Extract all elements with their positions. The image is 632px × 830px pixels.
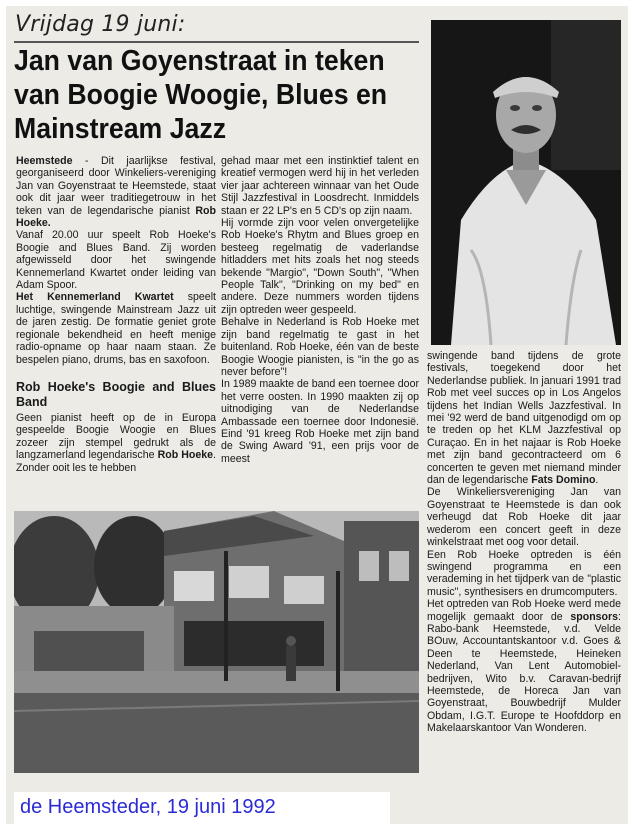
col3-paragraph-2: De Winkeliersvereniging Jan van Goyenstraat te Heemstede is dan ook verheugd dat Rob Hoeke dit jaar wederom een concert geeft in deze winkelstraat met oog voor detail. [427, 486, 621, 549]
col2-paragraph-2: Hij vormde zijn voor velen onvergetelijke Rob Hoeke's Rhytm and Blues groep en besteeg regelmatig de vaderlandse hitladders met hits zoals het nog steeds bekende "Margio", "Down South", "When People Talk", "Drinking on my bed" en andere. Deze nummers worden tijdens zijn optreden weer gespeeld. [221, 217, 419, 316]
col3-paragraph-3: Een Rob Hoeke optreden is één swingend programma en een verademing in het tijdperk van de "plastic music", synthesisers en drumcomputers. [427, 548, 621, 598]
dateline: Heemstede [16, 155, 73, 167]
portrait-illustration [431, 20, 621, 345]
section-subhead: Rob Hoeke's Boogie and Blues Band [16, 379, 216, 409]
col1-paragraph-4: Geen pianist heeft op de in Europa gespeelde Boogie Woogie en Blues zozeer zijn stempel gedrukt als de langzamerland legendarische Rob Hoeke. Zonder ooit les te hebben [16, 411, 216, 474]
article-column-2 [221, 155, 419, 465]
col3-paragraph-4: Het optreden van Rob Hoeke werd mede mogelijk gemaakt door de sponsors: Rabo-bank Heemstede, v.d. Velde BOuw, Accountantskantoor v.d. Goes & Deen te Heemstede, Heineken Nederland, Van Lent Automobiel-bedrijven, Wito b.v. Caravan-bedrijf Heemstede, de Horeca Jan van Goyenstraat, Bouwbedrijf Mulder Obdam, I.G.T. Europe te Hoofddorp en Makelaarskantoor Van Wonderen. [427, 598, 621, 735]
article-headline: Jan van Goyenstraat in teken van Boogie Woogie, Blues en Mainstream Jazz [14, 45, 388, 145]
col1-paragraph-3: Het Kennemerland Kwartet speelt luchtige, swingende Mainstream Jazz uit de jaren zestig. De formatie geniet grote regionale bekendheid en heeft menige radio-opname op haar naam staan. Ze bespelen piano, drums, bas en saxofoon. [16, 291, 216, 366]
col2-paragraph-3: Behalve in Nederland is Rob Hoeke met zijn band regelmatig te gast in het buitenland. Rob Hoeke, één van de beste Boogie Woogie pianisten, is "in the go as never before"! [221, 316, 419, 378]
col1-paragraph-2: Vanaf 20.00 uur speelt Rob Hoeke's Boogie and Blues Band. Zij worden afgewisseld door het swingende Kennemerland Kwartet onder leiding van Adam Spoor. [16, 229, 216, 292]
article-kicker: Vrijdag 19 juni: [15, 12, 186, 37]
col3-paragraph-1: swingende band tijdens de grote festivals, toegekend door het Nederlandse publiek. In januari 1991 trad Rob met veel succes op in Los Angelos tijdens het Indian Wells Jazzfestival. In mei '92 werd de band uitgenodigd om op te treden op het KLM Jazzfestival op Curaçao. En in het najaar is Rob Hoeke met zijn band gecontracteerd om 6 concerten te geven met niemand minder dan de legendarische Fats Domino. [427, 350, 621, 487]
col2-paragraph-4: In 1989 maakte de band een toernee door het verre oosten. In 1990 maakten zij op uitnodiging van de Nederlandse Ambassade een toernee door Indonesië. Eind '91 kreeg Rob Hoeke met zijn band de Swing Award '91, een prijs voor de meest [221, 378, 419, 465]
street-illustration [14, 511, 419, 773]
kicker-rule [14, 41, 419, 43]
article-column-1 [16, 155, 216, 474]
street-photo [14, 511, 419, 773]
col2-paragraph-1: gehad maar met een instinktief talent en kreatief vermogen werd hij in het verleden vier jaar achtereen winnaar van het Oude Stijl Jazzfestival in Loosdrecht. Inmiddels staan er 22 LP's en 5 CD's op zijn naam. [221, 155, 419, 217]
portrait-photo [431, 20, 621, 345]
article-column-3 [427, 350, 621, 735]
col1-paragraph-1: Heemstede - Dit jaarlijkse festival, georganiseerd door Winkeliers-vereniging Jan van Goyenstraat te Heemstede, staat ook dit jaar weer traditiegetrouw in het teken van de legendarische pianist Rob Hoeke. [16, 155, 216, 230]
source-caption: de Heemsteder, 19 juni 1992 [20, 796, 276, 818]
